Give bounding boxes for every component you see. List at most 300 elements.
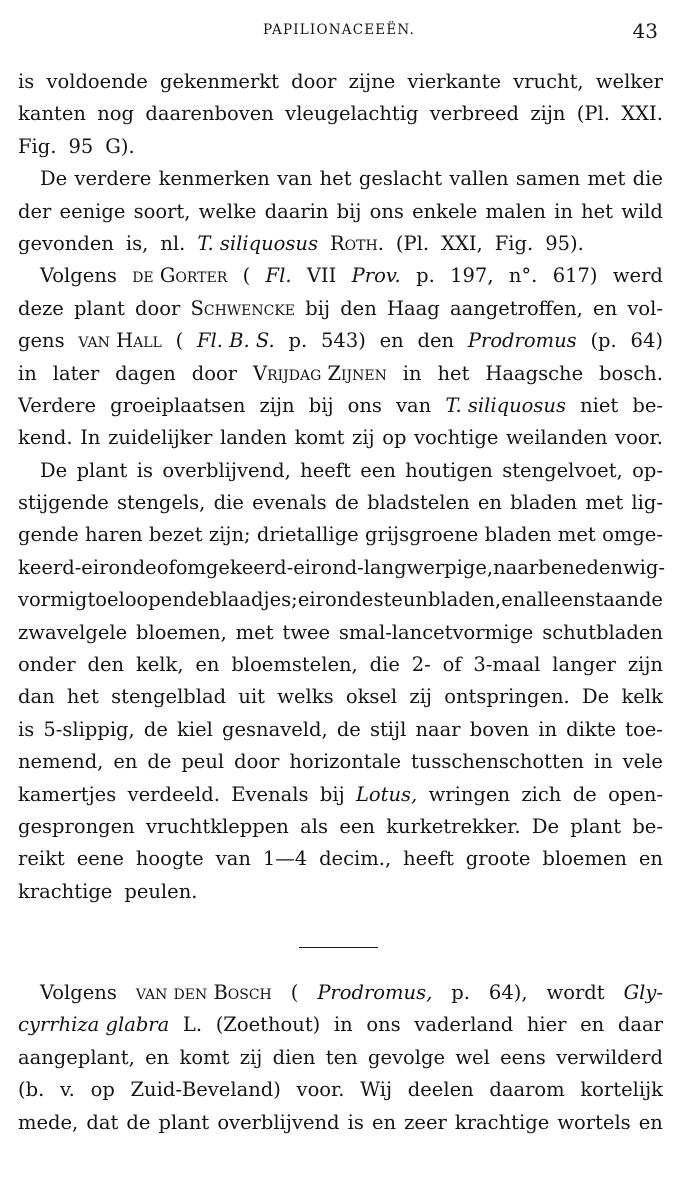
word: kamertjes bbox=[18, 782, 117, 806]
word: met bbox=[235, 620, 274, 644]
word: den bbox=[417, 329, 455, 353]
word: blaadjes; bbox=[209, 588, 298, 612]
word: met bbox=[587, 167, 626, 191]
word: op bbox=[382, 426, 407, 450]
word: bij bbox=[308, 393, 334, 417]
word: dat bbox=[86, 1110, 119, 1134]
word: keerd-eironde bbox=[18, 555, 157, 579]
word: p. bbox=[416, 264, 435, 288]
word: XXI. bbox=[621, 102, 663, 126]
word: door bbox=[191, 361, 238, 385]
word: gens bbox=[18, 329, 65, 353]
word: daarom bbox=[489, 1078, 565, 1102]
word: ( bbox=[290, 981, 299, 1004]
word: Zuid-Beveland) bbox=[130, 1078, 281, 1102]
word: schutbladen bbox=[542, 620, 663, 644]
word: bezet bbox=[148, 523, 203, 547]
word: door bbox=[234, 750, 280, 774]
text-line bbox=[18, 98, 663, 130]
word: Lotus, bbox=[355, 782, 418, 806]
word: in bbox=[402, 361, 422, 385]
word: 95 bbox=[68, 134, 94, 158]
word: omgekeerd-eirond-langwerpige, bbox=[175, 555, 494, 579]
text-line bbox=[18, 163, 663, 195]
word: Volgens bbox=[40, 264, 117, 288]
word: houtigen bbox=[405, 458, 493, 482]
word: zijn bbox=[627, 653, 663, 677]
word: plant bbox=[158, 1110, 210, 1134]
text-line bbox=[18, 196, 663, 228]
word: een bbox=[360, 458, 396, 482]
word: heeft bbox=[300, 458, 351, 482]
word: ( bbox=[175, 329, 184, 353]
word: gesprongen bbox=[18, 814, 135, 838]
word: T. siliquosus bbox=[445, 393, 566, 417]
text-line bbox=[18, 843, 663, 875]
word: horizontale bbox=[289, 750, 401, 774]
text-line bbox=[18, 487, 663, 519]
word: of bbox=[156, 555, 176, 579]
word: en bbox=[580, 1013, 605, 1037]
word: eironde bbox=[297, 588, 374, 612]
word: be- bbox=[632, 393, 663, 417]
word: de bbox=[334, 491, 359, 515]
word: een bbox=[339, 814, 375, 838]
text-line bbox=[18, 617, 663, 649]
word: en bbox=[501, 588, 526, 612]
word: vallen bbox=[449, 167, 509, 191]
word: later bbox=[52, 361, 100, 385]
word: groote bbox=[465, 847, 531, 871]
word: Prodromus, bbox=[317, 981, 433, 1004]
text-line bbox=[18, 455, 663, 487]
word: voor. bbox=[615, 426, 663, 450]
word: eenige bbox=[59, 199, 126, 223]
word: XXI, bbox=[441, 231, 483, 255]
word: Vrijdag Zijnen bbox=[252, 361, 387, 385]
word: toe- bbox=[625, 717, 663, 741]
page-number: 43 bbox=[632, 19, 658, 43]
word: wringen bbox=[428, 782, 510, 806]
word: als bbox=[300, 814, 329, 838]
word: dagen bbox=[115, 361, 176, 385]
text-line bbox=[18, 1042, 663, 1074]
word: in bbox=[333, 1013, 353, 1037]
word: dikte bbox=[566, 717, 617, 741]
word: Prodromus bbox=[467, 329, 577, 353]
word: en bbox=[477, 491, 502, 515]
word: peulen. bbox=[124, 879, 198, 903]
word: zwavelgele bbox=[18, 620, 128, 644]
word: Fl. bbox=[265, 264, 292, 288]
word: door bbox=[291, 70, 337, 93]
word: eens bbox=[500, 1045, 546, 1069]
word: soort, bbox=[133, 199, 191, 223]
word: steunbladen, bbox=[373, 588, 502, 612]
glycyrrhiza-note bbox=[18, 977, 663, 1139]
word: bloemen bbox=[542, 847, 627, 871]
word: vochtige bbox=[414, 426, 499, 450]
word: van bbox=[215, 847, 251, 871]
text-line bbox=[18, 811, 663, 843]
word: of bbox=[442, 653, 462, 677]
word: en bbox=[379, 329, 404, 353]
word: 2- bbox=[411, 653, 431, 677]
word: Fig. bbox=[494, 231, 534, 255]
word: vruchtkleppen bbox=[146, 814, 289, 838]
word: en bbox=[371, 1110, 397, 1134]
word: verbreed bbox=[429, 102, 520, 126]
text-line bbox=[18, 649, 663, 681]
word: 1—4 bbox=[262, 847, 308, 871]
word: samen bbox=[515, 167, 581, 191]
word: Fl. B. S. bbox=[196, 329, 275, 353]
text-line bbox=[18, 519, 663, 551]
word: voldoende bbox=[46, 70, 148, 93]
word: lig- bbox=[631, 491, 663, 515]
word: plant bbox=[74, 296, 125, 320]
word: gesnaveld, bbox=[221, 717, 328, 741]
word: langer bbox=[552, 653, 616, 677]
word: zij bbox=[409, 685, 432, 709]
word: en bbox=[195, 653, 220, 677]
text-line bbox=[18, 293, 663, 325]
word: 617) bbox=[552, 264, 598, 288]
word: Evenals bbox=[231, 782, 309, 806]
word: L. bbox=[182, 1013, 203, 1037]
word: ontspringen. bbox=[444, 685, 570, 709]
word: zij bbox=[352, 426, 375, 450]
word: bloemstelen, bbox=[231, 653, 358, 677]
word: gevonden bbox=[18, 231, 114, 255]
word: dan bbox=[18, 685, 55, 709]
word: kurketrekker. bbox=[386, 814, 521, 838]
word: met bbox=[557, 523, 596, 547]
word: reikt bbox=[18, 847, 65, 871]
word: en bbox=[593, 296, 618, 320]
word: 64) bbox=[630, 329, 663, 353]
word: 197, bbox=[450, 264, 494, 288]
word: stengels, bbox=[116, 491, 206, 515]
main-text bbox=[18, 66, 663, 908]
running-head bbox=[0, 18, 678, 44]
word: twee bbox=[282, 620, 330, 644]
word: beneden bbox=[538, 555, 623, 579]
word: wortels bbox=[557, 1110, 631, 1134]
word: Fig. bbox=[18, 134, 57, 158]
word: zijn bbox=[259, 393, 295, 417]
word: overblijvend, bbox=[162, 458, 291, 482]
word: ons bbox=[369, 199, 404, 223]
word: daarenboven bbox=[145, 102, 274, 126]
word: en bbox=[145, 1045, 170, 1069]
word: bij bbox=[305, 296, 330, 320]
word: vele bbox=[622, 750, 663, 774]
word: aangeplant, bbox=[18, 1045, 135, 1069]
word: is bbox=[18, 70, 35, 93]
word: daar bbox=[617, 1013, 663, 1037]
word: van bbox=[277, 167, 313, 191]
word: Prov. bbox=[351, 264, 401, 288]
word: Verdere bbox=[18, 393, 97, 417]
word: krachtige bbox=[18, 879, 113, 903]
word: landen bbox=[219, 426, 287, 450]
word: voor. bbox=[296, 1078, 345, 1102]
word: de bbox=[143, 717, 168, 741]
text-line bbox=[18, 131, 663, 163]
word: hier bbox=[526, 1013, 567, 1037]
word: Wij bbox=[360, 1078, 393, 1102]
text-line bbox=[18, 1107, 663, 1139]
word: bladstelen bbox=[367, 491, 470, 515]
text-line bbox=[18, 1009, 663, 1041]
text-line bbox=[18, 584, 663, 616]
word: boven bbox=[469, 717, 530, 741]
word: Gly- bbox=[623, 981, 663, 1004]
word: bij bbox=[336, 199, 362, 223]
word: vol- bbox=[627, 296, 663, 320]
word: in bbox=[593, 750, 613, 774]
word: wel bbox=[455, 1045, 490, 1069]
word: Roth. bbox=[329, 231, 384, 255]
word: geslacht bbox=[358, 167, 443, 191]
word: naar bbox=[493, 555, 539, 579]
word: ons bbox=[366, 1013, 401, 1037]
word: oksel bbox=[345, 685, 398, 709]
word: (Zoethout) bbox=[215, 1013, 321, 1037]
word: kanten bbox=[18, 102, 86, 126]
text-line bbox=[18, 390, 663, 422]
word: wild bbox=[621, 199, 663, 223]
text-line bbox=[18, 977, 663, 1009]
word: bladen bbox=[510, 491, 578, 515]
word: VII bbox=[306, 264, 337, 288]
word: zich bbox=[521, 782, 562, 806]
word: zuidelijker bbox=[108, 426, 213, 450]
word: eene bbox=[76, 847, 124, 871]
word: gekenmerkt bbox=[160, 70, 279, 93]
word: het bbox=[66, 685, 99, 709]
word: G). bbox=[105, 134, 135, 158]
word: vierkante bbox=[407, 70, 502, 93]
word: deze bbox=[18, 296, 64, 320]
word: die bbox=[369, 653, 400, 677]
word: kelk, bbox=[135, 653, 184, 677]
word: der bbox=[18, 199, 52, 223]
word: vaderland bbox=[414, 1013, 514, 1037]
word: welker bbox=[595, 70, 663, 93]
word: van den Bosch bbox=[135, 981, 272, 1004]
word: De bbox=[531, 814, 560, 838]
word: ten bbox=[325, 1045, 358, 1069]
word: nemend, bbox=[18, 750, 104, 774]
word: den bbox=[87, 653, 125, 677]
word: zij bbox=[239, 1045, 263, 1069]
word: groeiplaatsen bbox=[110, 393, 246, 417]
word: bij bbox=[319, 782, 345, 806]
text-line bbox=[18, 681, 663, 713]
word: deelen bbox=[407, 1078, 474, 1102]
word: cyrrhiza glabra bbox=[18, 1013, 170, 1037]
word: T. siliquosus bbox=[197, 231, 318, 255]
word: stengelblad bbox=[111, 685, 227, 709]
word: naar bbox=[415, 717, 461, 741]
word: haren bbox=[84, 523, 143, 547]
word: overblijvend bbox=[217, 1110, 340, 1134]
word: n°. bbox=[508, 264, 538, 288]
word: krachtige bbox=[454, 1110, 550, 1134]
word: komt bbox=[179, 1045, 230, 1069]
word: zijne bbox=[348, 70, 396, 93]
word: grijsgroene bbox=[365, 523, 479, 547]
word: de bbox=[572, 782, 597, 806]
word: in bbox=[554, 199, 573, 223]
word: 95). bbox=[545, 231, 584, 255]
word: kortelijk bbox=[580, 1078, 663, 1102]
word: kenmerken bbox=[158, 167, 270, 191]
word: plant bbox=[570, 814, 622, 838]
word: welke bbox=[198, 199, 257, 223]
section-divider bbox=[299, 947, 378, 948]
word: p. bbox=[451, 981, 470, 1004]
word: zijn bbox=[530, 102, 566, 126]
word: de bbox=[126, 1110, 151, 1134]
word: stijl bbox=[369, 717, 407, 741]
word: die bbox=[632, 167, 663, 191]
word: bosch. bbox=[599, 361, 663, 385]
word: vormig bbox=[18, 588, 88, 612]
word: wordt bbox=[546, 981, 605, 1004]
word: Schwencke bbox=[190, 296, 296, 320]
word: die bbox=[213, 491, 244, 515]
text-line bbox=[18, 876, 663, 908]
word: verdere bbox=[74, 167, 152, 191]
word: welks bbox=[277, 685, 334, 709]
word: smal-lancetvormige bbox=[338, 620, 534, 644]
text-line bbox=[18, 228, 663, 260]
word: van bbox=[396, 393, 432, 417]
text-line bbox=[18, 325, 663, 357]
word: be- bbox=[632, 814, 663, 838]
word: bladen bbox=[484, 523, 552, 547]
word: daarin bbox=[264, 199, 329, 223]
word: evenals bbox=[252, 491, 327, 515]
word: aangetroffen, bbox=[449, 296, 583, 320]
word: open- bbox=[608, 782, 663, 806]
word: ons bbox=[347, 393, 382, 417]
word: weilanden bbox=[505, 426, 608, 450]
word: is bbox=[18, 717, 35, 741]
word: wig- bbox=[622, 555, 665, 579]
word: De bbox=[40, 167, 68, 191]
word: heeft bbox=[403, 847, 454, 871]
word: met bbox=[585, 491, 624, 515]
word: stijgende bbox=[18, 491, 109, 515]
word: verdeeld. bbox=[127, 782, 220, 806]
word: mede, bbox=[18, 1110, 79, 1134]
word: kend. bbox=[18, 426, 73, 450]
word: de Gorter bbox=[132, 264, 228, 288]
running-title: PAPILIONACEEËN. bbox=[262, 22, 416, 38]
word: alleenstaande bbox=[525, 588, 663, 612]
word: 3-maal bbox=[473, 653, 541, 677]
word: zeer bbox=[404, 1110, 447, 1134]
word: in bbox=[18, 361, 37, 385]
word: (b. bbox=[18, 1078, 45, 1102]
word: toeloopende bbox=[87, 588, 209, 612]
word: v. bbox=[59, 1078, 75, 1102]
word: In bbox=[80, 426, 101, 450]
word: (Pl. bbox=[395, 231, 430, 255]
text-line bbox=[18, 260, 663, 292]
word: hoogte bbox=[135, 847, 204, 871]
text-line bbox=[18, 358, 663, 390]
word: het bbox=[437, 361, 470, 385]
word: kelk bbox=[621, 685, 663, 709]
text-line bbox=[18, 779, 663, 811]
word: plant bbox=[76, 458, 128, 482]
word: malen bbox=[485, 199, 546, 223]
word: bloemen, bbox=[136, 620, 227, 644]
word: gende bbox=[18, 523, 79, 547]
word: decim., bbox=[319, 847, 392, 871]
word: is bbox=[347, 1110, 364, 1134]
word: gevolge bbox=[367, 1045, 446, 1069]
word: zijn; bbox=[208, 523, 251, 547]
word: is bbox=[136, 458, 153, 482]
word: p. bbox=[288, 329, 308, 353]
word: (Pl. bbox=[576, 102, 610, 126]
word: (p. bbox=[590, 329, 617, 353]
word: den bbox=[340, 296, 377, 320]
word: De bbox=[582, 685, 610, 709]
word: nog bbox=[97, 102, 135, 126]
word: het bbox=[581, 199, 614, 223]
word: peul bbox=[181, 750, 225, 774]
word: is, bbox=[125, 231, 149, 255]
word: 64), bbox=[488, 981, 528, 1004]
text-line bbox=[18, 422, 663, 454]
word: vleugelachtig bbox=[285, 102, 419, 126]
word: in bbox=[538, 717, 557, 741]
word: dien bbox=[272, 1045, 316, 1069]
word: De bbox=[40, 458, 68, 482]
word: verwilderd bbox=[556, 1045, 663, 1069]
word: omge- bbox=[602, 523, 663, 547]
word: het bbox=[319, 167, 352, 191]
text-line bbox=[18, 552, 663, 584]
word: werd bbox=[612, 264, 663, 288]
word: tusschenschotten bbox=[410, 750, 584, 774]
word: stengelvoet, bbox=[502, 458, 623, 482]
word: 543) bbox=[321, 329, 366, 353]
word: door bbox=[135, 296, 181, 320]
word: Volgens bbox=[40, 981, 117, 1004]
word: kiel bbox=[177, 717, 213, 741]
word: uit bbox=[238, 685, 266, 709]
word: enkele bbox=[412, 199, 478, 223]
word: op- bbox=[632, 458, 663, 482]
word: drietallige bbox=[256, 523, 359, 547]
word: de bbox=[147, 750, 172, 774]
word: op bbox=[90, 1078, 115, 1102]
text-line bbox=[18, 746, 663, 778]
word: onder bbox=[18, 653, 76, 677]
word: ( bbox=[242, 264, 251, 288]
text-line bbox=[18, 714, 663, 746]
word: komt bbox=[294, 426, 345, 450]
word: van Hall bbox=[78, 329, 162, 353]
